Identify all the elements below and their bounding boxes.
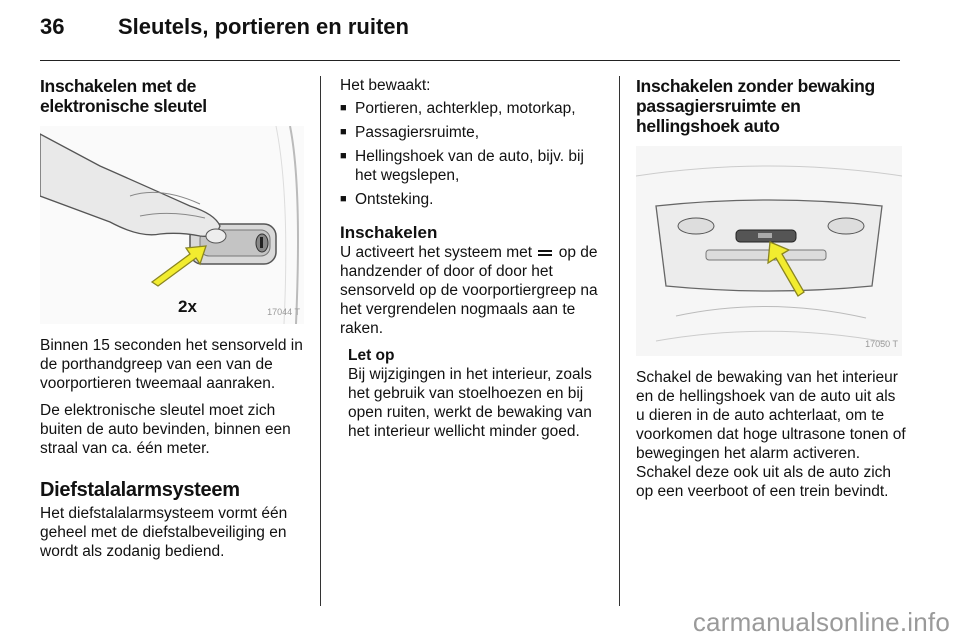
lock-button-icon xyxy=(538,248,552,258)
paragraph: Binnen 15 seconden het sensorveld in de porthandgreep van een van de voorportieren tweemaal aanraken. xyxy=(40,337,303,392)
monitored-items-list xyxy=(340,99,606,209)
column-middle xyxy=(340,76,606,441)
paragraph xyxy=(340,243,606,338)
paragraph: De elektronische sleutel moet zich buiten de auto bevinden, binnen een straal van ca. één meter. xyxy=(40,402,291,457)
section-heading: Diefstalalarmsysteem xyxy=(40,479,240,501)
list-item: ■ Ontsteking. xyxy=(340,190,606,209)
section-subheading: Inschakelen zonder bewaking passagiersruimte en hellingshoek auto xyxy=(636,76,875,136)
column-right xyxy=(636,76,906,509)
section-subheading: Inschakelen met de elektronische sleutel xyxy=(40,76,207,116)
press-count-label: 2x xyxy=(178,297,197,316)
figure-code: 17044 T xyxy=(267,307,300,317)
watermark: carmanualsonline.info xyxy=(692,607,950,637)
list-intro: Het bewaakt: xyxy=(340,77,431,94)
paragraph: Schakel de bewaking van het interieur en de hellingshoek van de auto uit als u dieren in de auto achterlaat, om te voorkomen dat hoge ultrasone tonen of bewegingen het alarm activeren. Schakel deze ook uit als de auto zich op een veerboot of een trein bevindt. xyxy=(636,369,906,500)
list-item: ■ Portieren, achterklep, motorkap, xyxy=(340,99,606,118)
paragraph-text: op de handzender of door of door het sensorveld op de voorportiergreep na het vergrendelen nogmaals aan te raken. xyxy=(340,244,598,337)
list-item: ■ Passagiersruimte, xyxy=(340,123,606,142)
paragraph: Het diefstalalarmsysteem vormt één geheel met de diefstalbeveiliging en wordt als zodanig bediend. xyxy=(40,505,288,560)
note-title: Let op xyxy=(348,347,395,364)
page-header xyxy=(40,14,920,44)
column-left xyxy=(40,76,306,569)
list-item: ■ Hellingshoek van de auto, bijv. bij het wegslepen, xyxy=(340,147,606,185)
header-divider xyxy=(40,60,900,61)
note-text: Bij wijzigingen in het interieur, zoals het gebruik van stoelhoezen en bij open ruiten, werkt de bewaking van het interieur wellicht minder goed. xyxy=(348,366,592,440)
paragraph-text: U activeert het systeem met xyxy=(340,244,533,261)
console-illustration xyxy=(636,146,902,356)
column-divider xyxy=(320,76,321,606)
subsection-heading: Inschakelen xyxy=(340,223,438,242)
figure-code: 17050 T xyxy=(865,339,898,349)
page-number: 36 xyxy=(40,14,65,39)
roof-console-drawing xyxy=(636,146,902,356)
door-handle-illustration xyxy=(40,126,304,324)
chapter-title: Sleutels, portieren en ruiten xyxy=(118,14,409,39)
note-block xyxy=(340,346,606,441)
door-handle-drawing xyxy=(40,126,304,324)
column-divider xyxy=(619,76,620,606)
